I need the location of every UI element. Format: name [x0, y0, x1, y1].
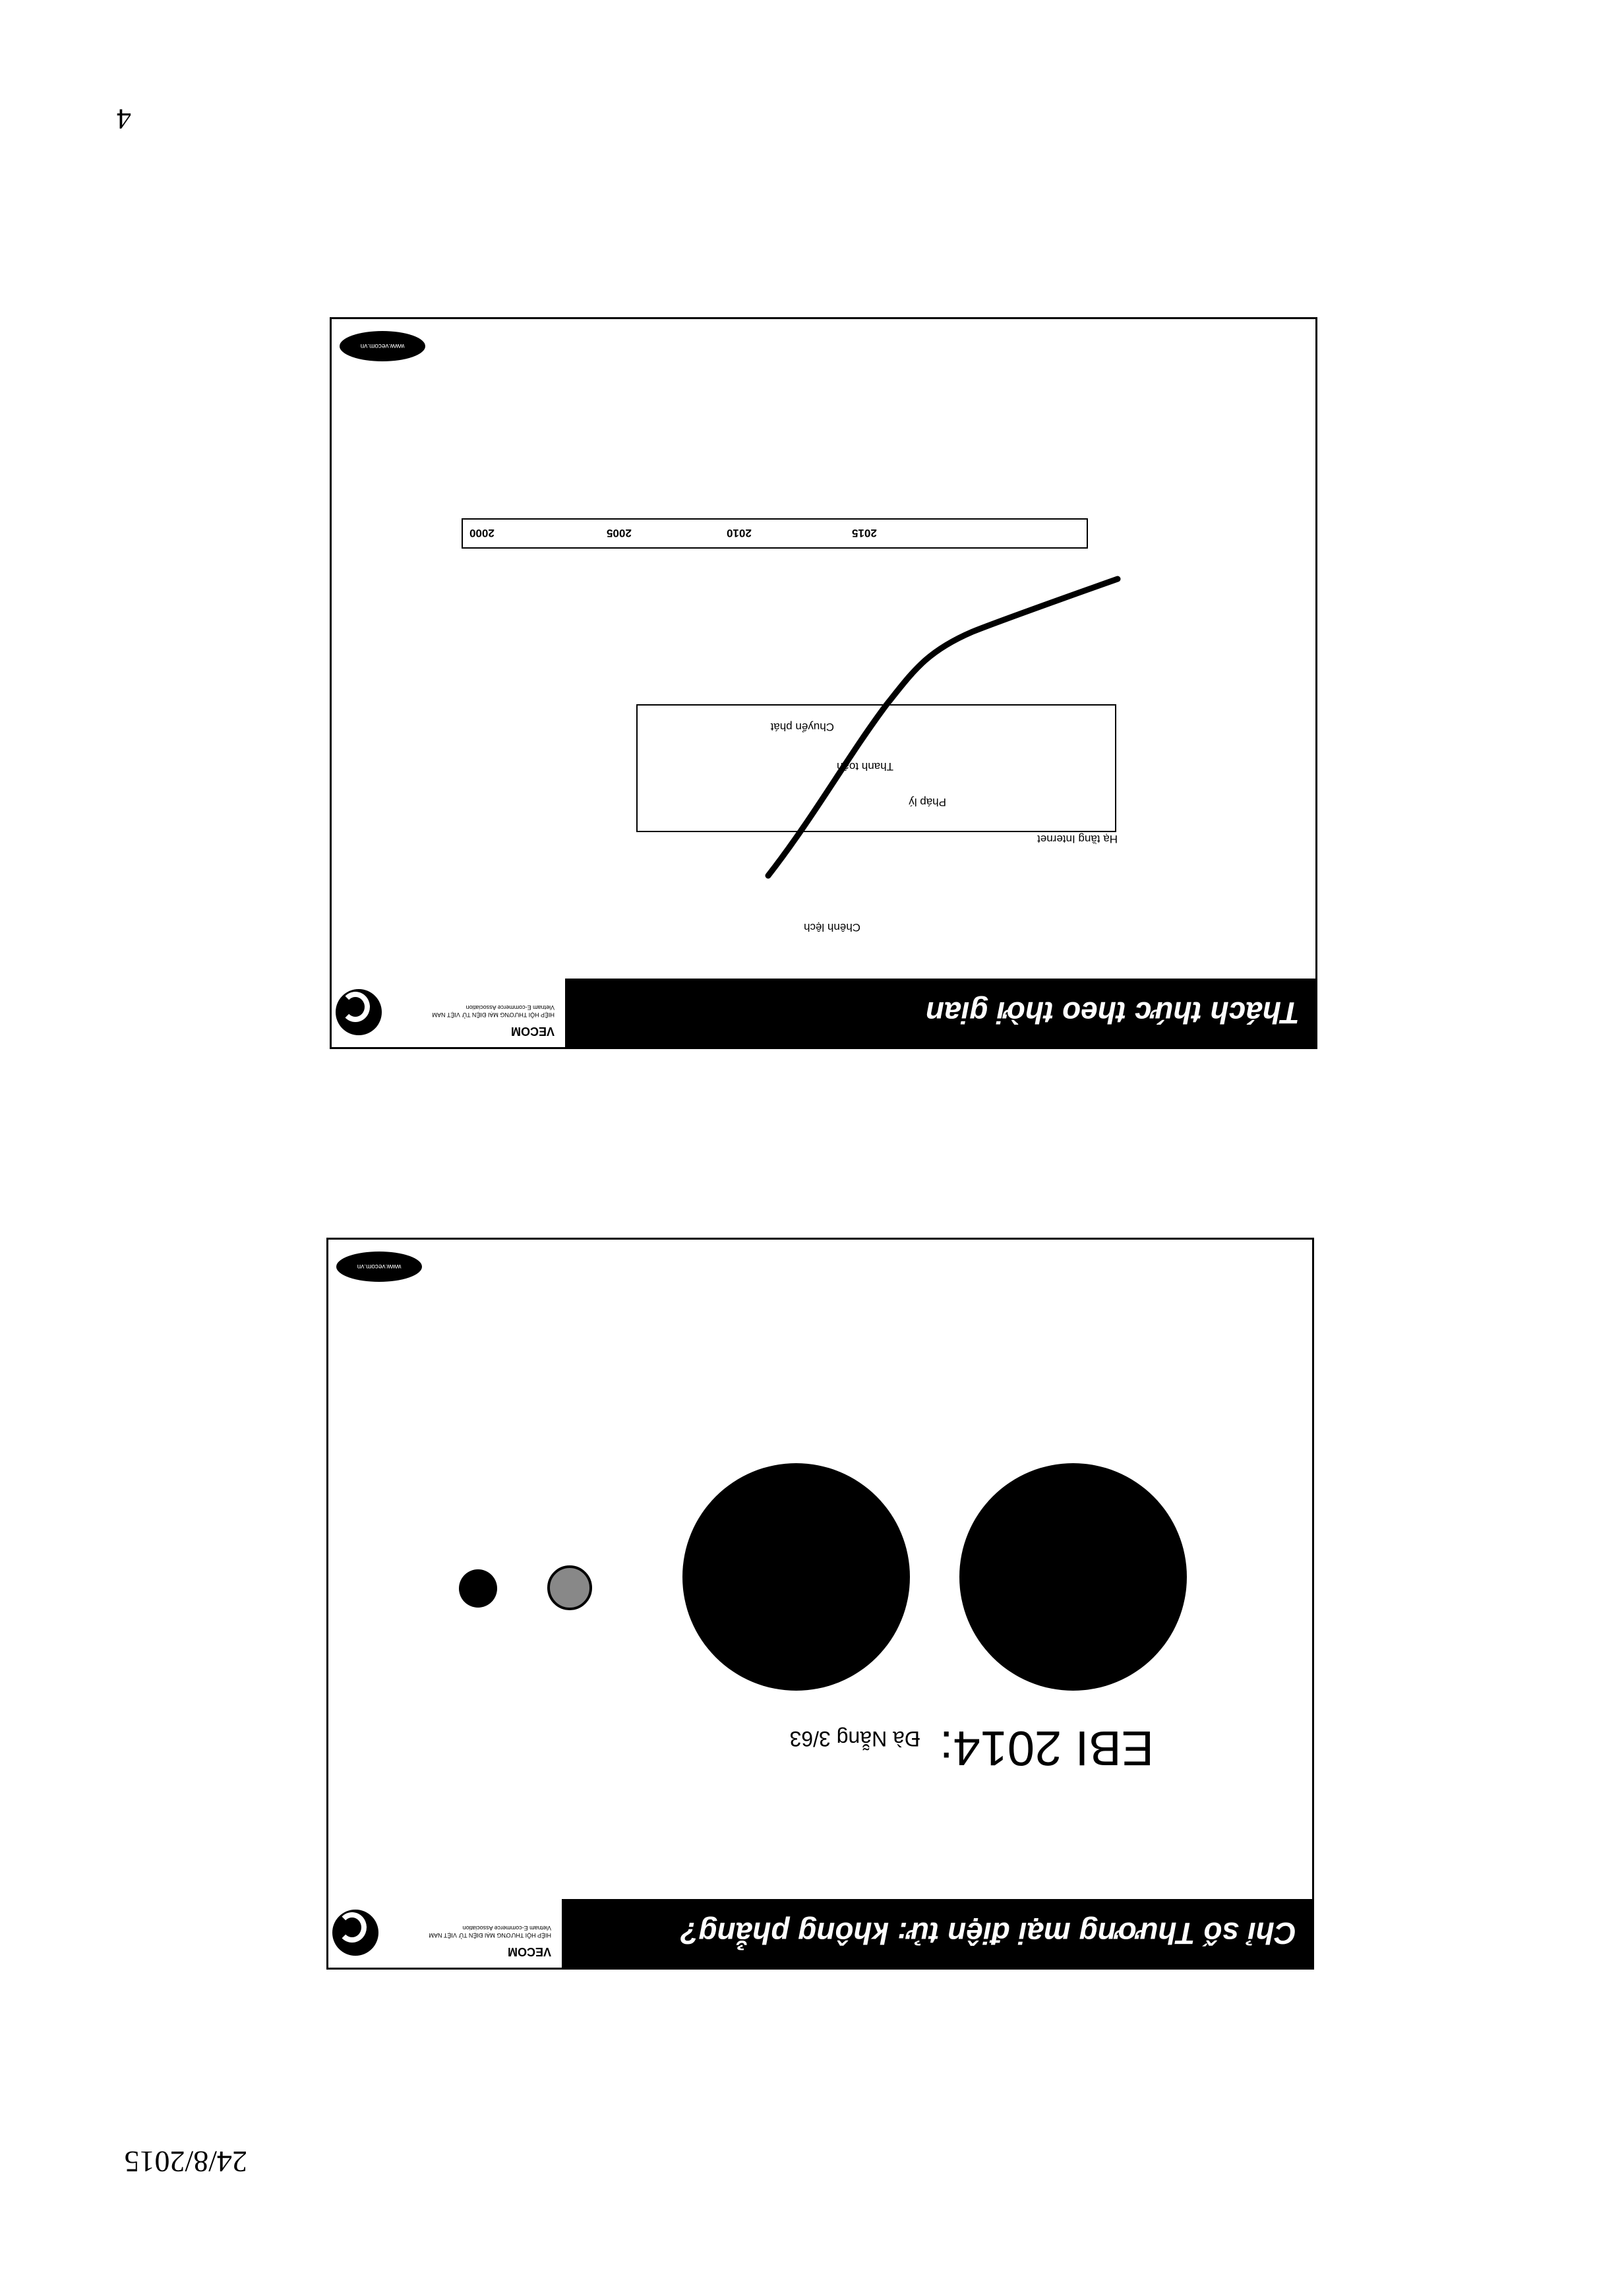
logo-org-text: HIỆP HỘI THƯƠNG MẠI ĐIỆN TỬ VIỆT NAM Vietnam E-commerce Association: [432, 1004, 555, 1018]
ebi-heading: [790, 1720, 1154, 1776]
gap-label: Chênh lệch: [803, 921, 860, 934]
ebi-bubble-small: [459, 1569, 497, 1608]
factor-label: Chuyển phát: [770, 721, 834, 733]
page-number: 4: [117, 103, 131, 135]
logo-text: VECOM: [510, 1025, 555, 1038]
timeline-axis: [462, 518, 1088, 549]
challenge-gap-curve: [330, 317, 1315, 1047]
logo-org-text: HIỆP HỘI THƯƠNG MẠI ĐIỆN TỬ VIỆT NAM Vietnam E-commerce Association: [429, 1925, 551, 1939]
slide-ebi-index: [326, 1238, 1314, 1970]
ebi-subheading: Đà Nẵng 3/63: [789, 1727, 920, 1751]
timeline-year: 2010: [727, 527, 752, 539]
ebi-bubble-large: [959, 1463, 1187, 1691]
factor-label: Pháp lý: [909, 796, 946, 808]
timeline-year: 2000: [469, 527, 495, 539]
slide-title: Thách thức theo thời gian: [925, 996, 1300, 1030]
footer-url-badge: www.vecom.vn: [340, 331, 425, 361]
factor-label: Thanh toán: [836, 760, 893, 773]
footer-url-badge: www.vecom.vn: [336, 1252, 422, 1282]
logo-text: VECOM: [507, 1945, 551, 1958]
ebi-bubble-large: [682, 1463, 910, 1691]
page-date: 24/8/2015: [124, 2145, 247, 2179]
timeline-year: 2005: [607, 527, 632, 539]
slide-title-bar: [562, 1899, 1312, 1968]
slide-challenges-over-time: [330, 317, 1317, 1049]
vecom-e-icon: [332, 1910, 378, 1956]
vecom-logo: [326, 1899, 559, 1968]
ebi-heading-main: EBI 2014:: [939, 1721, 1154, 1776]
factor-label: Hạ tầng Internet: [1037, 833, 1118, 845]
ebi-bubble-small: [547, 1565, 592, 1610]
timeline-year: 2015: [852, 527, 877, 539]
slide-title: Chỉ số Thương mại điện tử: không phẳng?: [680, 1916, 1296, 1950]
